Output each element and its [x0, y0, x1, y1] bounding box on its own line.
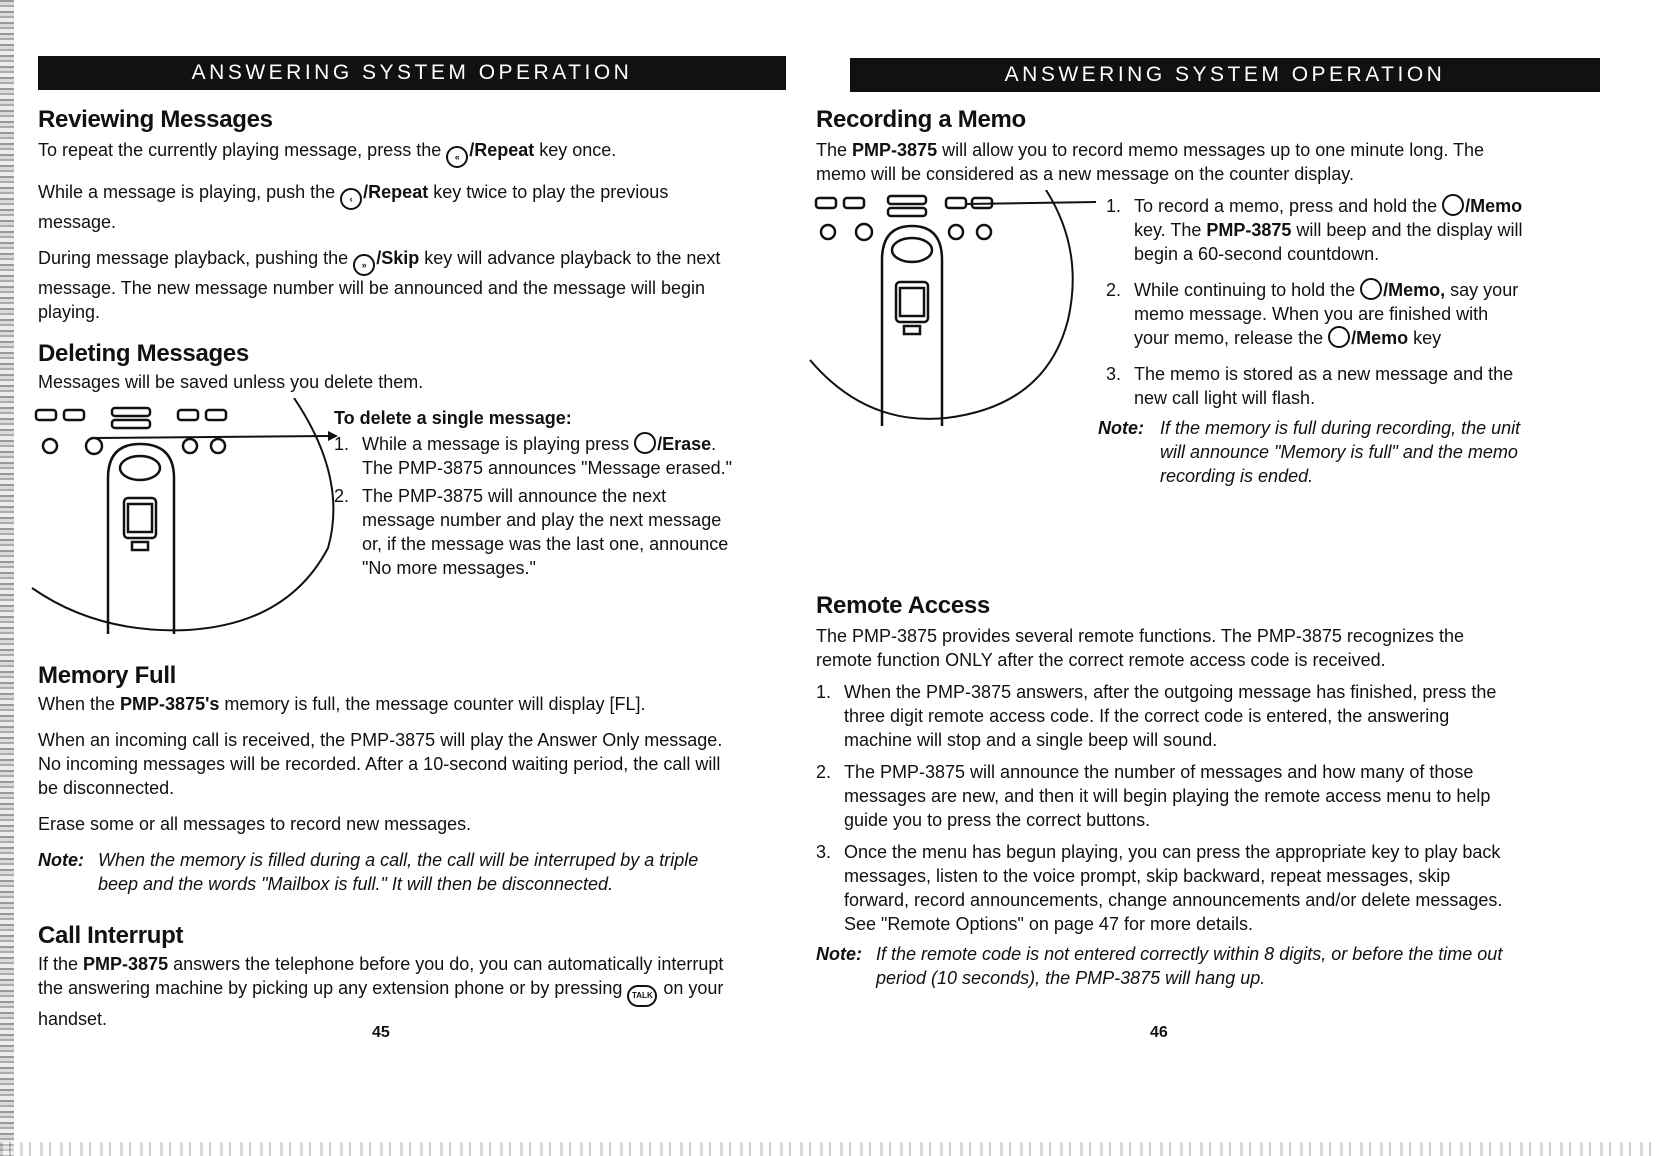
- step-number: 2.: [334, 486, 350, 506]
- memo-note: [1098, 416, 1526, 488]
- section-header: ANSWERING SYSTEM OPERATION: [850, 58, 1600, 92]
- text: The memo is stored as a new message and the new call light will flash.: [1134, 364, 1514, 408]
- delete-subheading: To delete a single message:: [334, 408, 572, 428]
- text: Once the menu has begun playing, you can press the appropriate key to play back messages, listen to the voice prompt, skip backward, repeat messages, skip forward, record announcements, change announcements and/or delete messages. See "Remote Options" on page 47 for more details.: [844, 842, 1503, 934]
- text: When the PMP-3875 answers, after the outgoing message has finished, press the three digit remote access code. If the correct code is entered, the answering machine will stop and a single beep will sound.: [844, 682, 1497, 750]
- reviewing-paragraph-1: [38, 138, 748, 168]
- text: While a message is playing press: [362, 434, 635, 454]
- repeat-key-label: /Repeat: [363, 182, 429, 202]
- deleting-messages-title: Deleting Messages: [38, 340, 249, 367]
- deleting-intro: Messages will be saved unless you delete them.: [38, 372, 424, 392]
- remote-access-intro: The PMP-3875 provides several remote functions. The PMP-3875 recognizes the remote function ONLY after the correct remote access code is received.: [816, 626, 1464, 670]
- skip-key-label: /Skip: [376, 248, 420, 268]
- erase-key-label: /Erase: [657, 434, 712, 454]
- repeat-button-icon: «: [446, 146, 468, 168]
- step-number: 2.: [816, 762, 832, 782]
- text: key will advance playback to the next message. The new message number will be announced and the message will begin playing.: [38, 248, 721, 322]
- page-number: 45: [372, 1024, 390, 1041]
- text: on your handset.: [38, 978, 724, 1029]
- list-item: [334, 484, 734, 580]
- text: key: [1408, 328, 1442, 348]
- remote-access-section: [816, 592, 1516, 990]
- text: To record a memo, press and hold the: [1134, 196, 1443, 216]
- reviewing-messages-title: Reviewing Messages: [38, 106, 273, 133]
- note-text: If the remote code is not entered correctly within 8 digits, or before the time out period (10 seconds), the PMP-3875 will hang up.: [876, 944, 1503, 988]
- text: key. The: [1134, 220, 1207, 240]
- recording-intro: [816, 138, 1516, 186]
- list-item: [816, 840, 1516, 936]
- text: key twice to play the previous message.: [38, 182, 669, 232]
- memo-button-icon: [1442, 194, 1464, 216]
- recording-memo-title: Recording a Memo: [816, 106, 1026, 133]
- remote-note: [816, 942, 1516, 990]
- note-label: Note:: [816, 944, 862, 964]
- memo-button-icon: [1360, 278, 1382, 300]
- recording-memo-section: [816, 106, 1516, 186]
- list-item: [1106, 278, 1526, 350]
- memory-full-title: Memory Full: [38, 662, 177, 689]
- text: While a message is playing, push the: [38, 182, 341, 202]
- record-memo-steps: [1098, 194, 1526, 488]
- text: will beep and the display will begin a 60-second countdown.: [1134, 220, 1523, 264]
- step-number: 2.: [1106, 280, 1122, 300]
- note-label: Note:: [1098, 418, 1144, 438]
- memo-steps-list: [1106, 194, 1526, 410]
- repeat-key-label: /Repeat: [469, 140, 535, 160]
- note-text: If the memory is full during recording, the unit will announce "Memory is full" and the memo recording is ended.: [1160, 418, 1521, 486]
- list-item: [1106, 194, 1526, 266]
- text: While continuing to hold the: [1134, 280, 1361, 300]
- step-number: 1.: [1106, 196, 1122, 216]
- page-46: [816, 0, 1659, 1156]
- repeat-button-icon: ‹: [340, 188, 362, 210]
- text: If the: [38, 954, 84, 974]
- remote-steps-list: [816, 680, 1516, 936]
- erase-button-icon: [634, 432, 656, 454]
- memo-key-label: /Memo: [1465, 196, 1523, 216]
- page-45: [0, 0, 800, 1156]
- text: . The PMP-3875 announces "Message erased.": [362, 434, 732, 478]
- text: The: [816, 140, 853, 160]
- list-item: [334, 432, 734, 480]
- text: When the: [38, 694, 121, 714]
- memory-full-paragraph-2: When an incoming call is received, the PMP-3875 will play the Answer Only message. No incoming messages will be recorded. After a 10-second waiting period, the call will be disconnected.: [38, 730, 723, 798]
- memo-key-label: /Memo,: [1383, 280, 1446, 300]
- memo-button-icon: [1328, 326, 1350, 348]
- text: key once.: [534, 140, 617, 160]
- note-label: Note:: [38, 850, 84, 870]
- call-interrupt-title: Call Interrupt: [38, 922, 184, 949]
- memory-full-paragraph-3: Erase some or all messages to record new messages.: [38, 814, 472, 834]
- step-number: 1.: [816, 682, 832, 702]
- reviewing-paragraph-2: [38, 180, 748, 234]
- page-number: 46: [1150, 1024, 1168, 1041]
- call-interrupt-section: [38, 922, 728, 1031]
- delete-single-message-steps: [334, 406, 734, 580]
- text: The PMP-3875 will announce the number of messages and how many of those messages are new, and then it will begin playing the remote access menu to help guide you to press the correct buttons.: [844, 762, 1491, 830]
- list-item: [816, 680, 1516, 752]
- step-number: 3.: [1106, 364, 1122, 384]
- text: During message playback, pushing the: [38, 248, 354, 268]
- memory-full-section: [38, 662, 728, 896]
- memory-full-note: [38, 848, 728, 896]
- reviewing-paragraph-3: [38, 246, 748, 324]
- reviewing-messages-section: [38, 106, 748, 324]
- memo-key-label: /Memo: [1351, 328, 1409, 348]
- model-name: PMP-3875: [852, 140, 938, 160]
- text: say your memo message. When you are finished with your memo, release the: [1134, 280, 1519, 348]
- note-text: When the memory is filled during a call, the call will be interruped by a triple beep and the words "Mailbox is full." It will then be disconnected.: [98, 850, 699, 894]
- model-name: PMP-3875: [83, 954, 169, 974]
- text: answers the telephone before you do, you can automatically interrupt the answering machine by picking up any extension phone or by pressing: [38, 954, 724, 998]
- text: memory is full, the message counter will display [FL].: [219, 694, 646, 714]
- list-item: [1106, 362, 1526, 410]
- deleting-messages-section: [38, 340, 758, 394]
- phone-base-illustration: [28, 398, 348, 634]
- memory-full-paragraph-1: [38, 692, 728, 716]
- text: The PMP-3875 will announce the next message number and play the next message or, if the message was the last one, announce "No more messages.": [362, 486, 729, 578]
- remote-access-title: Remote Access: [816, 592, 990, 619]
- step-number: 1.: [334, 434, 350, 454]
- talk-button-icon: TALK: [627, 985, 657, 1007]
- section-header: ANSWERING SYSTEM OPERATION: [38, 56, 786, 90]
- skip-button-icon: »: [353, 254, 375, 276]
- step-number: 3.: [816, 842, 832, 862]
- delete-steps-list: [334, 432, 734, 580]
- text: To repeat the currently playing message, press the: [38, 140, 447, 160]
- model-name: PMP-3875's: [120, 694, 220, 714]
- text: will allow you to record memo messages up to one minute long. The memo will be considered as a new message on the counter display.: [816, 140, 1485, 184]
- phone-base-illustration: [806, 190, 1096, 426]
- model-name: PMP-3875: [1206, 220, 1292, 240]
- call-interrupt-paragraph: [38, 952, 728, 1031]
- list-item: [816, 760, 1516, 832]
